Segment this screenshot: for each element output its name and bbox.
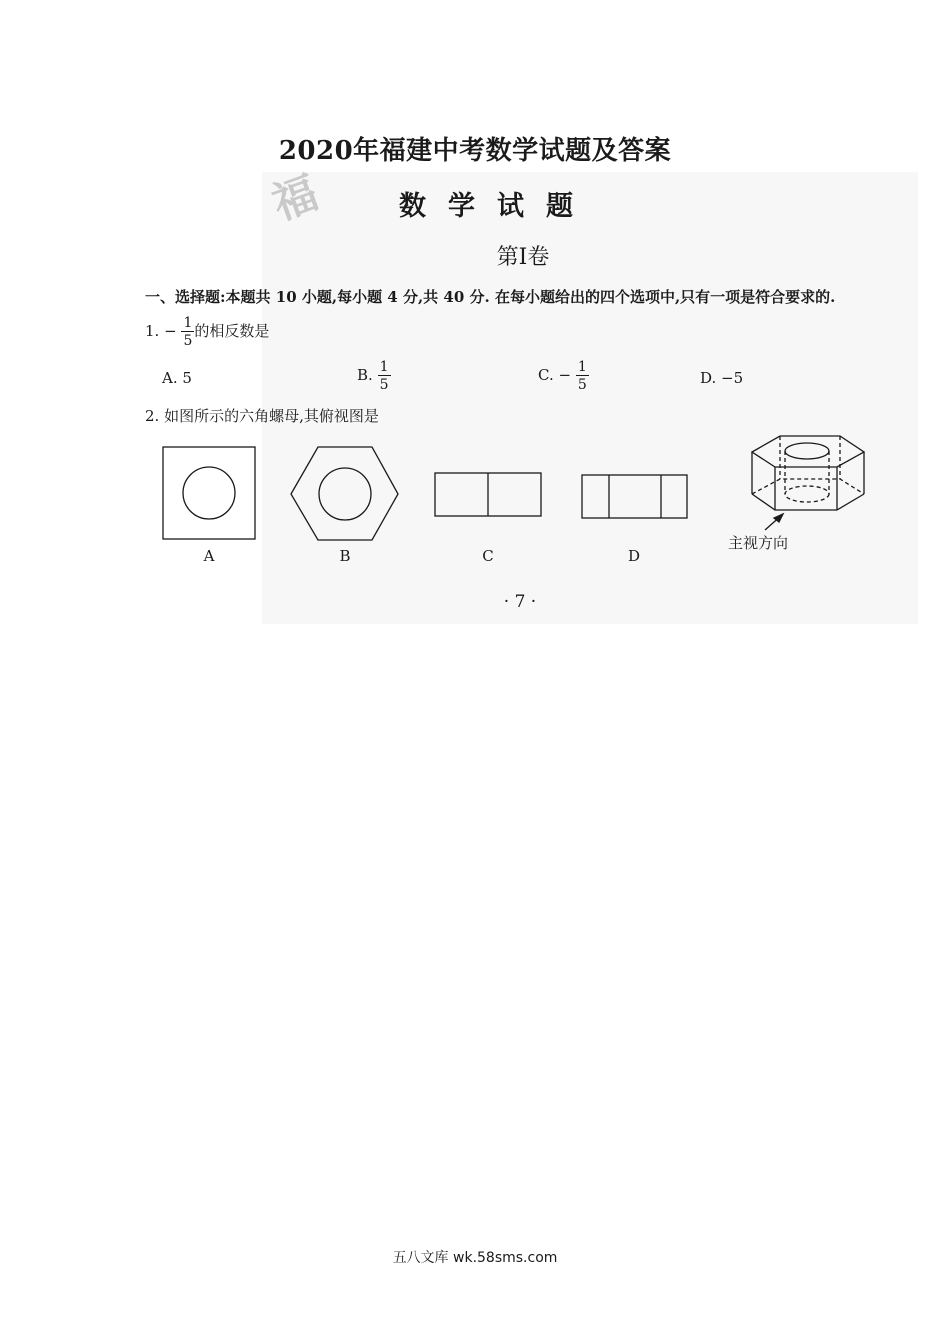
exam-title: 数学试题 xyxy=(399,191,595,222)
question-1-number: 1. xyxy=(145,322,160,340)
watermark: 福 xyxy=(265,167,325,231)
option-b-label: B. xyxy=(357,366,373,384)
fraction-numerator: 1 xyxy=(577,359,587,375)
page-number: · 7 · xyxy=(503,592,537,612)
option-d-label: D. xyxy=(700,369,717,387)
figure-d-three-rectangles xyxy=(582,475,687,518)
fraction-denominator: 5 xyxy=(577,377,587,393)
q1-option-a xyxy=(162,369,192,387)
figure-label-d: D xyxy=(627,547,641,565)
question-1 xyxy=(145,316,269,348)
fraction-denominator: 5 xyxy=(379,377,389,393)
document-title: 2020年福建中考数学试题及答案 xyxy=(278,136,672,166)
question-2-number: 2. xyxy=(145,407,160,425)
q1-option-d xyxy=(700,369,743,387)
question-1-fraction xyxy=(181,316,194,348)
option-c-label: C. xyxy=(538,366,554,384)
fraction-denominator: 5 xyxy=(183,333,193,349)
option-a-value: 5 xyxy=(182,369,192,387)
figure-b-hexagon-with-circle xyxy=(291,447,398,540)
figure-c-two-rectangles xyxy=(435,473,541,516)
option-b-fraction xyxy=(378,360,391,392)
question-2-figures xyxy=(150,430,880,570)
question-2 xyxy=(145,405,379,426)
question-2-stem: 如图所示的六角螺母,其俯视图是 xyxy=(164,407,379,425)
figure-label-c: C xyxy=(482,547,494,565)
figure-label-a: A xyxy=(203,547,215,565)
section-heading: 一、选择题:本题共 10 小题,每小题 4 分,共 40 分. 在每小题给出的四个选项中,只有一项是符合要求的. xyxy=(145,288,836,306)
question-1-stem: 的相反数是 xyxy=(194,322,270,340)
figure-a-square-with-circle xyxy=(163,447,255,539)
q1-option-c xyxy=(538,360,589,392)
direction-label: 主视方向 xyxy=(728,534,789,552)
volume-label: 第Ⅰ卷 xyxy=(496,245,550,270)
figure-label-b: B xyxy=(339,547,351,565)
question-1-sign: − xyxy=(164,322,177,340)
q1-option-b xyxy=(357,360,391,392)
footer-source: 五八文库 wk.58sms.com xyxy=(392,1250,558,1266)
option-c-fraction xyxy=(576,360,589,392)
option-c-sign: − xyxy=(558,366,572,384)
fraction-numerator: 1 xyxy=(379,359,389,375)
hex-nut-3d-figure xyxy=(752,436,864,530)
option-a-label: A. xyxy=(162,369,178,387)
fraction-numerator: 1 xyxy=(183,315,193,331)
option-d-value: −5 xyxy=(721,369,744,387)
